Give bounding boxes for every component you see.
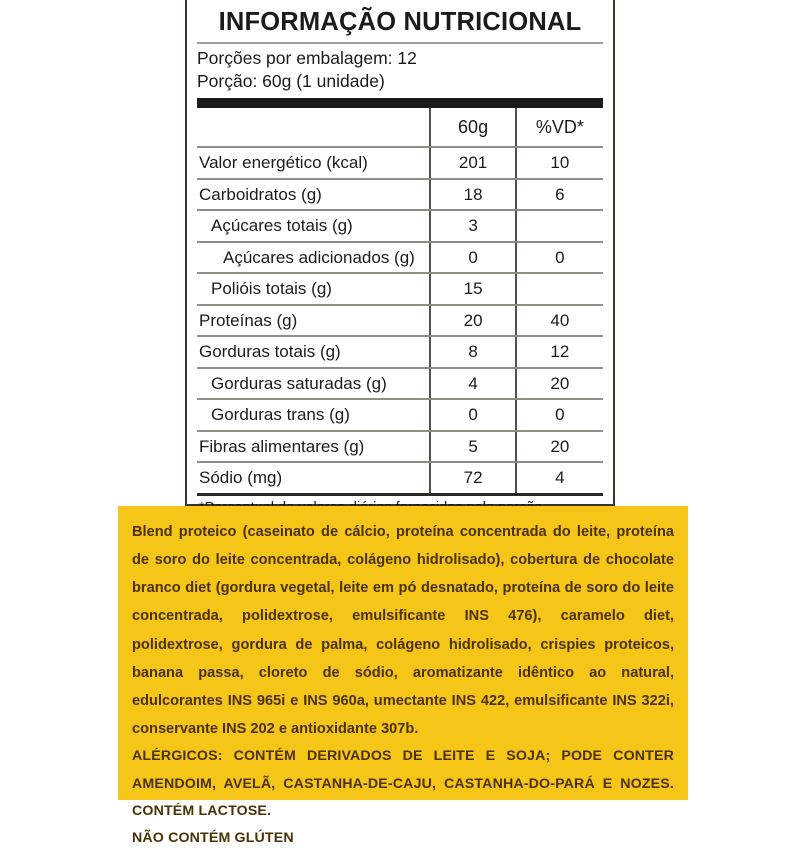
nutrient-name: Gorduras saturadas (g) [197, 368, 430, 400]
table-row [197, 210, 603, 242]
nutrient-daily-value: 0 [516, 242, 603, 274]
nutrient-name: Açúcares totais (g) [197, 210, 430, 242]
nutrient-name: Gorduras totais (g) [197, 336, 430, 368]
page-title: INFORMAÇÃO NUTRICIONAL [218, 8, 582, 36]
nutrient-amount: 0 [430, 399, 515, 431]
nutrient-name: Carboidratos (g) [197, 179, 430, 211]
column-header-amount: 60g [430, 108, 515, 147]
nutrient-name: Fibras alimentares (g) [197, 431, 430, 463]
nutrient-name: Valor energético (kcal) [197, 147, 430, 179]
table-row [197, 273, 603, 305]
table-row [197, 179, 603, 211]
table-row [197, 399, 603, 431]
nutrient-amount: 20 [430, 305, 515, 337]
table-row [197, 431, 603, 463]
nutrient-daily-value: 4 [516, 462, 603, 494]
nutrient-daily-value: 20 [516, 368, 603, 400]
title-divider [197, 42, 603, 44]
nutrient-name: Polióis totais (g) [197, 273, 430, 305]
nutrient-daily-value: 0 [516, 399, 603, 431]
header-thick-rule [197, 98, 603, 108]
nutrient-daily-value: 10 [516, 147, 603, 179]
nutrient-amount: 15 [430, 273, 515, 305]
serving-size: Porção: 60g (1 unidade) [197, 71, 385, 92]
ingredients-panel [118, 506, 688, 847]
nutrient-amount: 0 [430, 242, 515, 274]
ingredients-text: Blend proteico (caseinato de cálcio, proteína concentrada do leite, proteína de soro do leite concentrada, colágeno hidrolisado), cobertura de chocolate branco diet (gordura vegetal, leite em pó desnatado, proteína de soro do leite concentrada, polidextrose, emulsificante INS 476), caramelo diet, polidextrose, gordura de palma, colágeno hidrolisado, crispies proteicos, banana passa, cloreto de sódio, aromatizante idêntico ao natural, edulcorantes INS 965i e INS 960a, umectante INS 422, emulsificante INS 322i, conservante INS 202 e antioxidante 307b. [132, 524, 674, 738]
column-header-label [197, 108, 430, 147]
nutrient-amount: 201 [430, 147, 515, 179]
table-row [197, 462, 603, 494]
nutrient-amount: 8 [430, 336, 515, 368]
nutrient-amount: 3 [430, 210, 515, 242]
nutrient-daily-value: 12 [516, 336, 603, 368]
table-row [197, 336, 603, 368]
nutrient-daily-value [516, 210, 603, 242]
nutrient-name: Açúcares adicionados (g) [197, 242, 430, 274]
nutrient-daily-value [516, 273, 603, 305]
column-header-daily-value: %VD* [516, 108, 603, 147]
nutrient-daily-value: 6 [516, 179, 603, 211]
nutrient-name: Proteínas (g) [197, 305, 430, 337]
nutrient-daily-value: 40 [516, 305, 603, 337]
table-row [197, 368, 603, 400]
nutrient-amount: 4 [430, 368, 515, 400]
nutrition-table [197, 108, 603, 496]
nutrient-daily-value: 20 [516, 431, 603, 463]
nutrition-facts-panel [185, 0, 615, 506]
nutrient-name: Sódio (mg) [197, 462, 430, 494]
servings-per-package: Porções por embalagem: 12 [197, 47, 417, 68]
nutrient-name: Gorduras trans (g) [197, 399, 430, 431]
table-row [197, 147, 603, 179]
nutrient-amount: 5 [430, 431, 515, 463]
allergen-warning: ALÉRGICOS: CONTÉM DERIVADOS DE LEITE E SOJA; PODE CONTER AMENDOIM, AVELÃ, CASTANHA-DE-CAJU, CASTANHA-DO-PARÁ E NOZES. CONTÉM LACTOSE. [132, 748, 674, 820]
table-row [197, 242, 603, 274]
gluten-free-statement: NÃO CONTÉM GLÚTEN [132, 830, 294, 847]
nutrient-amount: 18 [430, 179, 515, 211]
table-row [197, 305, 603, 337]
nutrient-amount: 72 [430, 462, 515, 494]
table-header-row [197, 108, 603, 147]
